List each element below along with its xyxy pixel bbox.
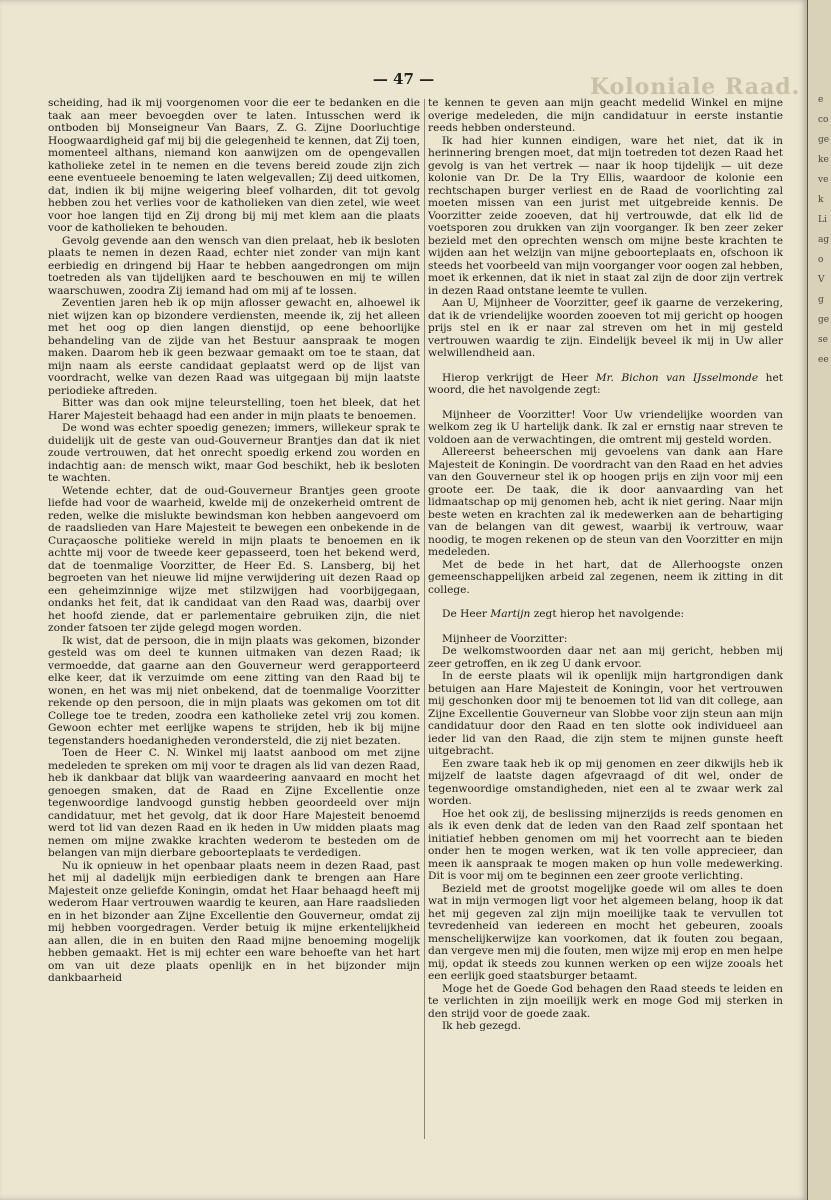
gutter-fragment: g bbox=[818, 295, 824, 305]
paragraph: Moge het de Goede God behagen den Raad steeds te leiden en te verlichten in zijn moeilijk werk en moge God mij sterken in den strijd voor de goede zaak. bbox=[428, 982, 783, 1020]
gutter-fragment: ve bbox=[818, 175, 829, 185]
paragraph: Een zware taak heb ik op mij genomen en zeer dikwijls heb ik mijzelf de laatste dagen afgevraagd of dit wel, onder de tegenwoordige omstandigheden, niet een al te zwaar werk zal worden. bbox=[428, 757, 783, 807]
paragraph: Ik wist, dat de persoon, die in mijn plaats was gekomen, bizonder gesteld was om deel te kunnen uitmaken van dezen Raad; ik vermoedde, dat gaarne aan den Gouverneur werd gerapporteerd elke keer, dat ik verzuimde om eene zitting van den Raad bij te wonen, en het was mij niet onbekend, dat de toenmalige Voorzitter rekende op den persoon, die in mijn plaats was gekomen om tot dit College toe te treden, zoodra een katholieke zetel vrij zou komen. Gewoon echter met eerlijke wapens te strijden, heb ik bij mijne tegenstanders hoedanigheden verondersteld, die zij niet bezaten. bbox=[48, 634, 420, 747]
paragraph: te kennen te geven aan mijn geacht medelid Winkel en mijne overige medeleden, die mijn candidatuur in eerste instantie reeds hebben ondersteund. bbox=[428, 97, 783, 134]
next-page-edge bbox=[807, 0, 831, 1200]
column-divider bbox=[424, 99, 425, 1139]
paragraph: In de eerste plaats wil ik openlijk mijn hartgrondigen dank betuigen aan Hare Majesteit de Koningin, voor het vertrouwen mij geschonken door mij te benoemen tot lid van dit college, aan Zijne Excellentie Gouverneur van Slobbe voor zijn steun aan mijn candidatuur door den Raad en ten slotte ook individueel aan ieder lid van den Raad, die zijn stem te mijnen gunste heeft uitgebracht. bbox=[428, 670, 783, 757]
paragraph: Ik had hier kunnen eindigen, ware het niet, dat ik in herinnering brengen moet, dat mijn toetreden tot dezen Raad het gevolg is van het vertrek — naar ik hoop tijdelijk — uit deze kolonie van Dr. De la Try Ellis, waardoor de kolonie een rechtschapen burger verliest en de Raad de voorlichting zal moeten missen van een jurist met uitgebreide kennis. De Voorzitter zeide zooeven, dat hij vertrouwde, dat elk lid de voetsporen zou drukken van zijn voorganger. Ik ben zeer zeker bezield met den oprechten wensch om mijne beste krachten te wijden aan het welzijn van mijne geboorteplaats en, ofschoon ik steeds het voorbeeld van mijn voorganger voor oogen zal hebben, moet ik erkennen, dat ik niet in staat zal zijn de door zijn vertrek in dezen Raad ontstane leemte te vullen. bbox=[428, 134, 783, 297]
gutter-fragment: Li bbox=[818, 215, 827, 225]
right-column bbox=[428, 97, 783, 1157]
intro-text: De Heer bbox=[442, 608, 491, 620]
gutter-fragment: ge bbox=[818, 315, 830, 325]
gutter-fragment: k bbox=[818, 195, 824, 205]
paragraph: Aan U, Mijnheer de Voorzitter, geef ik gaarne de verzekering, dat ik de vriendelijke woorden zooeven tot mij gericht op hoogen prijs stel en ik er naar zal streven om het in mij gesteld vertrouwen waardig te zijn. Eindelijk beveel ik mij in Uw aller welwillendheid aan. bbox=[428, 297, 783, 359]
gutter-fragment: ge bbox=[818, 135, 830, 145]
paragraph: Toen de Heer C. N. Winkel mij laatst aanbood om met zijne medeleden te spreken om mij voor te dragen als lid van dezen Raad, heb ik dankbaar dat blijk van waardeering aanvaard en mocht het genoegen smaken, dat de Raad en Zijne Excellentie onze tegenwoordige landvoogd gunstig hebben geoordeeld over mijn candidatuur, met het gevolg, dat ik door Hare Majesteit benoemd werd tot lid van dezen Raad en ik heden in Uw midden plaats mag nemen om mijne zwakke krachten wederom te besteden om de belangen van mijn dierbare geboorteplaats te verdedigen. bbox=[48, 747, 420, 859]
paragraph: Mijnheer de Voorzitter: bbox=[442, 632, 568, 645]
paragraph: Hoe het ook zij, de beslissing mijnerzijds is reeds genomen en als ik even denk dat de leden van den Raad zelf spontaan het initiatief hebben genomen om mij het voorrecht aan te bieden onder hen te mogen werken, wat ik ten volle apprecieer, dan meen ik aanspraak te mogen maken op hun volle medewerking. Dit is voor mij om te beginnen een zeer groote verlichting. bbox=[428, 807, 783, 882]
gutter-fragment: ag bbox=[818, 235, 830, 245]
gutter-fragment: e bbox=[818, 95, 824, 105]
speaker-name: Martijn bbox=[490, 608, 531, 620]
page-number: — 47 — bbox=[372, 70, 435, 88]
paragraph: Wetende echter, dat de oud-Gouverneur Brantjes geen groote liefde had voor de waarheid, kwelde mij de onzekerheid omtrent de reden, welke die mislukte bewindsman kon hebben aangevoerd om de raadslieden van Hare Majesteit te bewegen een onbekende in de Curaçaosche politieke wereld in mijn plaats te benoemen en ik achtte mij voor de tweede keer gepasseerd, toen het bekend werd, dat de toenmalige Voorzitter, de Heer Ed. S. Lansberg, bij het begroeten van het nieuwe lid mijne verwijdering uit dezen Raad op een geheimzinnige wijze met stilzwijgen had voorbijgegaan, ondanks het feit, dat ik candidaat van den Raad was, daarbij over het hoofd ziende, dat er parlementaire gebruiken zijn, die niet zonder fatsoen ter zijde gelegd mogen worden. bbox=[48, 484, 420, 634]
bleed-through-header: Koloniale Raad. bbox=[590, 74, 801, 100]
gutter-fragment: V bbox=[818, 275, 825, 285]
paragraph: Gevolg gevende aan den wensch van dien prelaat, heb ik besloten plaats te nemen in dezen Raad, echter niet zonder van mijn kant eerbiedig en dringend bij Haar te hebben aangedrongen om mijn toetreden als van tijdelijken aard te beschouwen en mij te willen waarschuwen, zoodra Zij iemand had om mij af te lossen. bbox=[48, 234, 420, 297]
paragraph: Ik heb gezegd. bbox=[442, 1020, 522, 1032]
paragraph: scheiding, had ik mij voorgenomen voor die eer te bedanken en die taak aan meer bevoegden over te laten. Intusschen werd ik ontboden bij Monseigneur Van Baars, Z. G. Zijne Doorluchtige Hoogwaardigheid gaf mij bij die gelegenheid te kennen, dat Zij toen, momenteel althans, niemand kon aanwijzen om de opengevallen katholieke zetel in te nemen en die tevens bereid zoude zijn zich eene eventueele benoeming te laten welgevallen; Zij deed uitkomen, dat, indien ik bij mijne weigering bleef volharden, dit tot gevolg hebben zou het verlies voor de katholieken van dien zetel, wie weet voor hoe langen tijd en Zij drong bij mij met klem aan die plaats voor de katholieken te behouden. bbox=[48, 97, 420, 234]
paragraph: Allereerst beheerschen mij gevoelens van dank aan Hare Majesteit de Koningin. De voordracht van den Raad en het advies van den Gouverneur stel ik op hoogen prijs en zijn voor mij een groote eer. De taak, die ik door aanvaarding van het lidmaatschap op mij genomen heb, acht ik niet gering. Naar mijn beste weten en krachten zal ik medewerken aan de behartiging van de belangen van dit gewest, waarbij ik vertrouw, waar noodig, te mogen rekenen op de steun van den Voorzitter en mijn medeleden. bbox=[428, 446, 783, 558]
paragraph: De wond was echter spoedig genezen; immers, willekeur sprak te duidelijk uit de geste van oud-Gouverneur Brantjes dan dat ik niet zoude vertrouwen, dat het onrecht spoedig erkend zou worden en indachtig aan: de mensch wikt, maar God beschikt, heb ik besloten te wachten. bbox=[48, 422, 420, 484]
paragraph: Bezield met de grootst mogelijke goede wil om alles te doen wat in mijn vermogen ligt voor het algemeen belang, hoop ik dat het mij gegeven zal zijn mijn moeilijke taak te vervullen tot tevredenheid van iedereen en mocht het gebeuren, zooals menschelijkerwijze kan voorkomen, dat ik fouten zou begaan, dan vergeve men mij die fouten, men wijze mij erop en men helpe mij, opdat ik steeds zou kunnen werken op een wijze zooals het een eerlijk goed staatsburger betaamt. bbox=[428, 882, 783, 982]
paragraph: Nu ik opnieuw in het openbaar plaats neem in dezen Raad, past het mij al dadelijk mijn eerbiedigen dank te brengen aan Hare Majesteit onze geliefde Koningin, omdat het Haar behaagd heeft mij wederom Haar vertrouwen waardig te keuren, aan Hare raadslieden en in het bizonder aan Zijne Excellentie den Gouverneur, omdat zij mij hebben voorgedragen. Verder betuig ik mijne erkentelijkheid aan allen, die in en buiten den Raad mijne benoeming mogelijk hebben gemaakt. Het is mij echter een ware behoefte van het hart om van uit deze plaats openlijk en in het bijzonder mijn dankbaarheid bbox=[48, 859, 420, 984]
intro-text: zegt hierop het navolgende: bbox=[530, 608, 685, 620]
gutter-fragment: o bbox=[818, 255, 824, 265]
paragraph: De welkomstwoorden daar net aan mij gericht, hebben mij zeer getroffen, en ik zeg U dank ervoor. bbox=[428, 645, 783, 670]
paragraph: Bitter was dan ook mijne teleurstelling, toen het bleek, dat het Harer Majesteit behaagd had een ander in mijn plaats te benoemen. bbox=[48, 397, 420, 422]
speaker-intro bbox=[428, 608, 783, 621]
paragraph: Met de bede in het hart, dat de Allerhoogste onzen gemeenschappelijken arbeid zal zegenen, neem ik zitting in dit college. bbox=[428, 558, 783, 596]
gutter-fragment: se bbox=[818, 335, 828, 345]
gutter-fragment: co bbox=[818, 115, 829, 125]
speaker-name: Mr. Bichon van IJsselmonde bbox=[595, 371, 759, 384]
paragraph: Zeventien jaren heb ik op mijn aflosser gewacht en, alhoewel ik niet wijzen kan op bizondere verdiensten, meende ik, zij het alleen met het oog op dien langen dienstijd, op eene behoorlijke behandeling van de zijde van het Bestuur aanspraak te mogen maken. Daarom heb ik geen bezwaar gemaakt om toe te staan, dat mijn naam als eerste candidaat geplaatst werd op de lijst van voordracht, welke van dezen Raad was uitgegaan bij mijn laatste periodieke aftreden. bbox=[48, 297, 420, 397]
intro-text: Hierop verkrijgt de Heer bbox=[442, 371, 596, 384]
gutter-fragment: ee bbox=[818, 355, 829, 365]
gutter-fragment: ke bbox=[818, 155, 829, 165]
speaker-intro bbox=[428, 372, 783, 397]
paragraph: Mijnheer de Voorzitter! Voor Uw vriendelijke woorden van welkom zeg ik U hartelijk dank. Ik zal er ernstig naar streven te voldoen aan de verwachtingen, die omtrent mij gesteld worden. bbox=[428, 408, 783, 446]
intro-text: het woord, die het navolgende zegt: bbox=[428, 371, 783, 396]
left-column bbox=[48, 97, 420, 1157]
